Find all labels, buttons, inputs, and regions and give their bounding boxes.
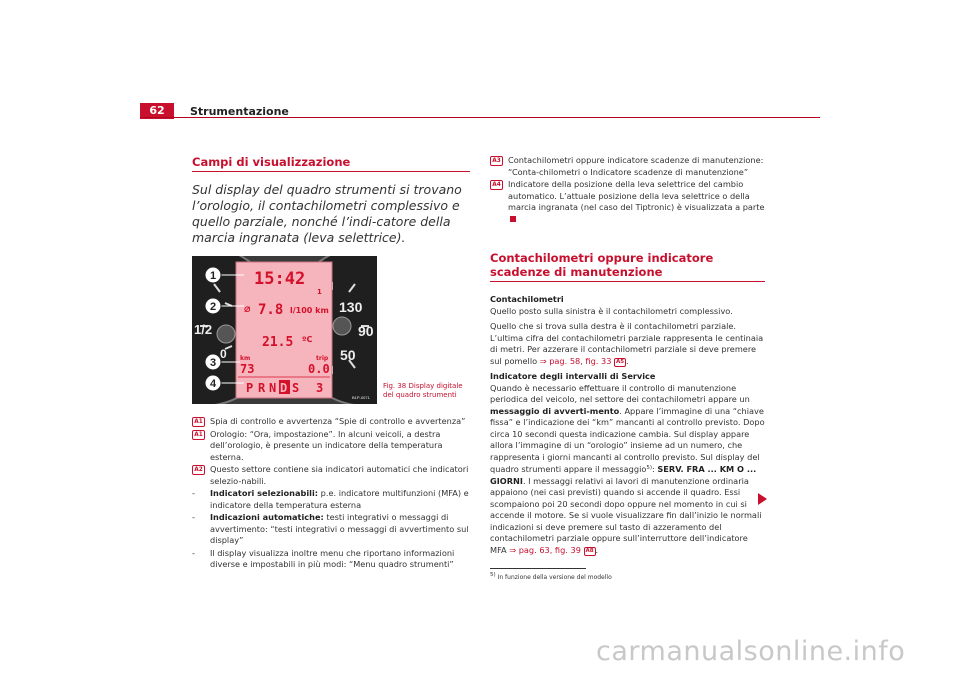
page-reference-link[interactable]: ⇒ pag. 63, fig. 39 <box>509 544 581 555</box>
bullet-bold: Indicatori selezionabili: <box>210 488 319 498</box>
callout-badge: A8 <box>585 547 594 554</box>
next-page-arrow-icon[interactable] <box>758 493 767 505</box>
header-rule <box>140 117 820 118</box>
paragraph: Quello che si trova sulla destra è il contachilometri parziale. L’ultima cifra del contachilometri parziale rappresenta le centinaia di metri. Per azzerare il contachilometri parziale si deve premere sul pomello ⇒ pag. 58, fig. 33 A5 . <box>490 321 764 366</box>
left-column <box>192 155 470 572</box>
paragraph-text: Quando è necessario effettuare il controllo di manutenzione periodica del veicolo, nel settore dei contachilometri appare un <box>490 382 750 404</box>
list-item <box>192 464 470 487</box>
callout-badge: A1 <box>192 430 205 440</box>
callout-4: 4 <box>209 378 217 390</box>
bullet-dash: - <box>192 488 195 498</box>
display-consumption-unit: l/100 km <box>290 306 329 315</box>
bullet-item <box>192 512 470 547</box>
footnote-ref: 5) <box>646 465 653 471</box>
callout-2: 2 <box>209 301 217 313</box>
gear-number: 3 <box>316 381 324 395</box>
subheading-service: Indicatore degli intervalli di Service <box>490 371 656 381</box>
legend-list-continued <box>490 155 765 225</box>
callout-badge: A2 <box>192 465 205 475</box>
callout-badge: A5 <box>615 358 625 365</box>
callout-1: 1 <box>209 270 217 282</box>
paragraph-text: . I messaggi relativi ai lavori di manutenzione ordinaria appaiono (nei casi previsti) quando si accende il quadro. Essi scompaiono poi 20 secondi dopo oppure nel momento in cui si accende il motore. Se si vuole visualizzare fin dall’inizio le normali indicazioni si deve premere sul tasto di azzeramento del contachilometri parziale oppure sull’interruttore dell’indicatore MFA <box>490 475 762 555</box>
subheading-odometer: Contachilometri <box>490 294 564 304</box>
bullet-text: Il display visualizza inoltre menu che riportano informazioni diverse e impostabili in più modi: “Menu quadro strumenti” <box>210 547 455 569</box>
gauge-label-130: 130 <box>339 299 363 315</box>
gear-s: S <box>292 381 300 395</box>
callout-badge: A4 <box>490 180 503 190</box>
right-column <box>490 155 765 581</box>
list-item <box>192 429 470 464</box>
footnote-text: In funzione della versione del modello <box>497 574 612 581</box>
gauge-label-zero: 0 <box>220 347 227 361</box>
gauge-label-90: 90 <box>358 323 374 339</box>
intro-text: Sul display del quadro strumenti si trovano l’orologio, il contachilometri complessivo e quello parziale, nonché l’indi-catore della marcia ingranata (leva selettrice). <box>192 182 462 245</box>
display-km-label: km <box>240 355 251 362</box>
display-trip: 0.0 <box>308 362 330 376</box>
list-item <box>490 179 765 225</box>
bullet-item <box>192 548 470 571</box>
bullet-dash: - <box>192 547 195 558</box>
section-heading-odometer: Contachilometri oppure indicatore scadenze di manutenzione <box>490 251 765 282</box>
diameter-icon: ⌀ <box>244 302 251 315</box>
legend-list <box>192 416 470 571</box>
footnote-mark: 5) <box>490 572 496 578</box>
gauge-label-half: 1/2 <box>194 322 213 337</box>
figure-caption-line1: Fig. 38 Display digitale <box>383 382 463 390</box>
paragraph: Quando è necessario effettuare il controllo di manutenzione periodica del veicolo, nel settore dei contachilometri appare un messaggio di avverti-mento. Appare l’immagine di una “chiave fissa” e l’indicazione dei “km” mancanti al controllo previsto. Dopo circa 10 secondi questa indicazione cambia. Sul display appare allora l’immagine di un “orologio” insieme ad un numero, che rappresenta i giorni mancanti al controllo previsto. Sul display del quadro strumenti appare il messaggio$^{5)}$: SERV. FRA ... KM O ... GIORNI. I messaggi relativi ai lavori di manutenzione ordinaria appaiono (nei casi previsti) quando si accende il quadro. Essi scompaiono poi 20 secondi dopo oppure nel momento in cui si accende il motore. Se si vuole visualizzare fin dall’inizio le normali indicazioni si deve premere sul tasto di azzeramento del contachilometri parziale oppure sull’interruttore dell’indicatore MFA ⇒ pag. 63, fig. 39 A8 . <box>490 382 765 555</box>
callout-badge: A3 <box>490 156 503 166</box>
section-heading-display-fields: Campi di visualizzazione <box>192 155 470 172</box>
bullet-item <box>192 488 470 511</box>
instrument-cluster-image <box>192 256 377 404</box>
display-trip-label: trip <box>316 355 329 362</box>
page-number: 62 <box>149 104 165 117</box>
list-item-text: Indicatore della posizione della leva selettrice del cambio automatico. L’attuale posizione della leva selettrice o della marcia ingranata (nel caso del Tiptronic) è visualizzata a parte <box>508 179 765 212</box>
callout-3: 3 <box>209 357 217 369</box>
gear-n: N <box>269 381 277 395</box>
bullet-text: p.e. indicatore multifunzioni (MFA) e indicatore della temperatura esterna <box>210 488 469 510</box>
figure-caption-line2: del quadro strumenti <box>383 391 457 399</box>
bullet-text: testi integrativi o messaggi di avvertimento: “testi integrativi o messaggi di avvertimento sul display” <box>210 512 469 545</box>
list-item <box>192 416 470 428</box>
gear-d-selected: D <box>280 381 288 395</box>
bold-text: messaggio di avverti-mento <box>490 405 620 416</box>
gear-r: R <box>258 381 266 395</box>
display-consumption: 7.8 <box>258 302 284 318</box>
section-title: Strumentazione <box>190 105 289 118</box>
odometer-section-body <box>490 294 765 556</box>
display-small-digit: 1 <box>317 288 322 296</box>
bullet-dash: - <box>192 512 195 522</box>
callout-badge: A1 <box>192 417 205 427</box>
bullet-bold: Indicazioni automatiche: <box>210 512 324 522</box>
footnote <box>490 572 765 581</box>
end-of-section-icon <box>510 216 516 222</box>
watermark: carmanualsonline.info <box>596 636 906 667</box>
footnote-rule <box>490 568 586 569</box>
paragraph-text: Quello che si trova sulla destra è il contachilometri parziale. L’ultima cifra del contachilometri parziale rappresenta le centinaia di metri. Per azzerare il contachilometri parziale si deve premere sul pomello <box>490 321 764 366</box>
figure-38 <box>192 256 470 406</box>
list-item <box>490 155 765 178</box>
list-item-text: Questo settore contiene sia indicatori automatici che indicatori selezio-nabili. <box>210 464 469 486</box>
figure-caption <box>383 382 463 400</box>
page-reference-link[interactable]: ⇒ pag. 58, fig. 33 <box>539 355 612 366</box>
paragraph-text: . Appare l’immagine di una “chiave fissa” e l’indicazione dei “km” mancanti al controllo previsto. Dopo circa 10 secondi questa indicazione cambia. Sul display appare allora l’immagine di un “orologio” insieme ad un numero, che rappresenta i giorni mancanti al controllo previsto. Sul display del quadro strumenti appare il messaggio <box>490 405 765 474</box>
display-temperature-unit: ºC <box>302 335 313 344</box>
list-item-text: Orologio: “Ora, impostazione”. In alcuni veicoli, a destra dell’orologio, è presente un indicatore della temperatura esterna. <box>210 428 443 462</box>
bold-text: SERV. FRA ... KM O ... GIORNI <box>490 464 757 486</box>
display-odometer: 73 <box>240 362 255 376</box>
display-time: 15:42 <box>254 269 306 289</box>
list-item-text: Spia di controllo e avvertenza “Spie di controllo e avvertenza” <box>210 416 466 426</box>
display-temperature: 21.5 <box>262 335 294 350</box>
list-item-text: Contachilometri oppure indicatore scadenze di manutenzione: “Conta-chilometri o Indicatore scadenze di manutenzione” <box>508 155 764 177</box>
figure-code: B1P-0071 <box>352 395 370 400</box>
gauge-label-50: 50 <box>340 347 356 363</box>
paragraph: Quello posto sulla sinistra è il contachilometri complessivo. <box>490 305 733 316</box>
gear-p: P <box>246 381 254 395</box>
